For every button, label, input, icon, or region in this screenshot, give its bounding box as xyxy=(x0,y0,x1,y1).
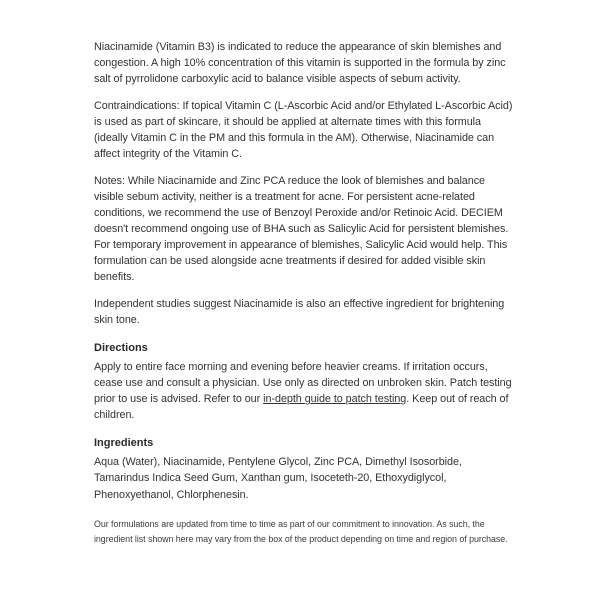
product-description xyxy=(94,39,514,547)
ingredients-heading: Ingredients xyxy=(94,437,154,450)
directions-text xyxy=(94,359,514,423)
intro-paragraph: Niacinamide (Vitamin B3) is indicated to reduce the appearance of skin blemishes and congestion. A high 10% concentration of this vitamin is supported in the formula by zinc salt of pyrrolidone carboxylic acid to balance visible aspects of sebum activity. xyxy=(94,41,506,86)
patch-testing-guide-link[interactable]: in-depth guide to patch testing xyxy=(263,393,407,406)
notes-paragraph: Notes: While Niacinamide and Zinc PCA reduce the look of blemishes and balance visible sebum activity, neither is a treatment for acne. For persistent acne-related conditions, we recommend the use of Benzoyl Peroxide and/or Retinoic Acid. DECIEM doesn't recommend ongoing use of BHA such as Salicylic Acid for persistent blemishes. For temporary improvement in appearance of blemishes, Salicylic Acid would help. This formulation can be used alongside acne treatments if desired for added visible skin benefits. xyxy=(94,174,509,284)
ingredients-section xyxy=(94,435,514,502)
directions-heading: Directions xyxy=(94,342,148,354)
directions-body-end: . Keep out of reach of children. xyxy=(94,393,509,422)
ingredients-list: Aqua (Water), Niacinamide, Pentylene Glycol, Zinc PCA, Dimethyl Isosorbide, Tamarindus Indica Seed Gum, Xanthan gum, Isoceteth-20, Ethoxydiglycol, Phenoxyethanol, Chlorphenesin. xyxy=(94,456,462,501)
directions-section xyxy=(94,340,514,423)
directions-body: Apply to entire face morning and evening before heavier creams. If irritation occurs, cease use and consult a physician. Use only as directed on unbroken skin. Patch testing prior to use is advised. Refer to our xyxy=(94,361,512,406)
brightening-paragraph: Independent studies suggest Niacinamide is also an effective ingredient for brightening skin tone. xyxy=(94,297,505,326)
contraindications-paragraph: Contraindications: If topical Vitamin C (L-Ascorbic Acid and/or Ethylated L-Ascorbic Acid) is used as part of skincare, it should be applied at alternate times with this formula (ideally Vitamin C in the PM and this formula in the AM). Otherwise, Niacinamide can affect integrity of the Vitamin C. xyxy=(94,99,513,161)
formulation-disclaimer: Our formulations are updated from time to time as part of our commitment to innovation. As such, the ingredient list shown here may vary from the box of the product depending on time and region of purchase. xyxy=(94,518,508,544)
